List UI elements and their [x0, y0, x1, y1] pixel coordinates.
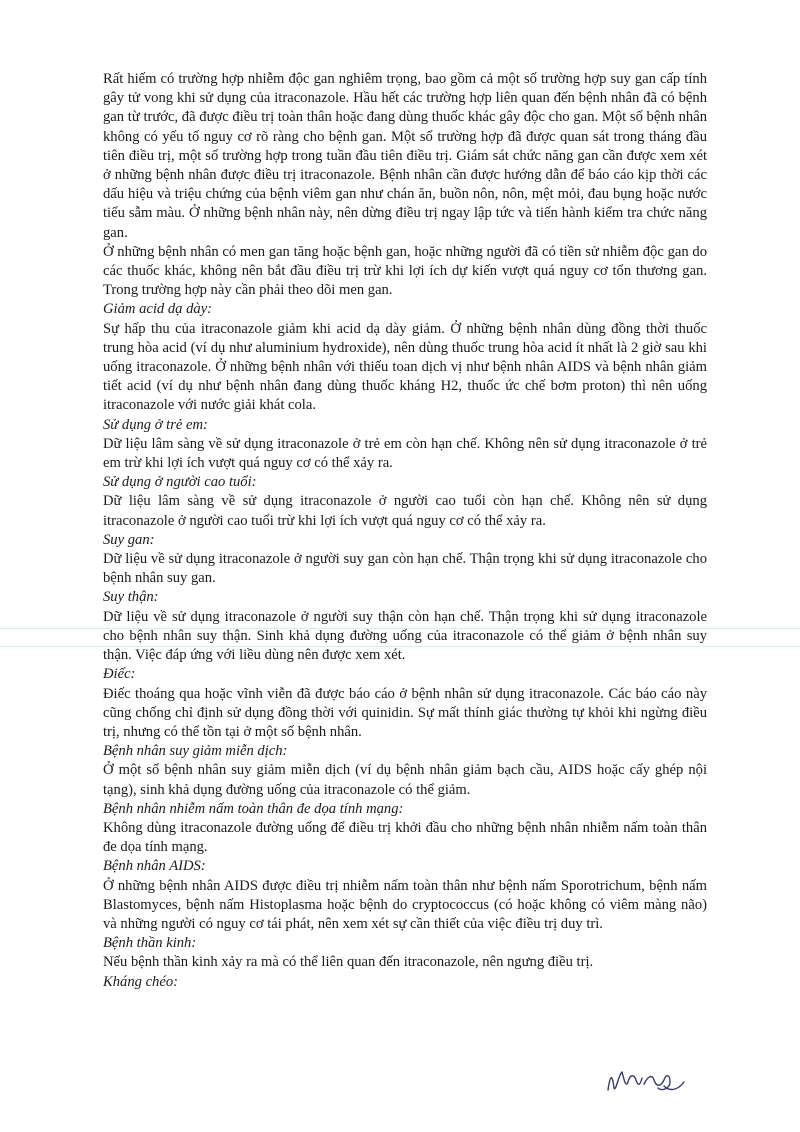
- paragraph-aids: Ở những bệnh nhân AIDS được điều trị nhiễm nấm toàn thân như bệnh nấm Sporotrichum, bệnh nấm Blastomyces, bệnh nấm Histoplasma hoặc bệnh do cryptococcus (có hoặc không có viêm màng não) và những người có nguy cơ tái phát, nên xem xét sự cần thiết của việc điều trị duy trì.: [103, 877, 707, 932]
- paragraph-liver-enzymes: Ở những bệnh nhân có men gan tăng hoặc bệnh gan, hoặc những người đã có tiền sử nhiễm độc gan do các thuốc khác, không nên bắt đầu điều trị trừ khi lợi ích dự kiến vượt quá nguy cơ tổn thương gan. Trong trường hợp này cần phải theo dõi men gan.: [103, 243, 707, 299]
- heading-immunocompromised: Bệnh nhân suy giảm miễn dịch:: [103, 743, 288, 760]
- heading-neuropathy: Bệnh thần kinh:: [103, 935, 197, 952]
- paragraph-immunocompromised: Ở một số bệnh nhân suy giảm miễn dịch (ví dụ bệnh nhân giảm bạch cầu, AIDS hoặc cấy ghép nội tạng), sinh khả dụng đường uống của itraconazole có thể giảm.: [103, 762, 707, 798]
- heading-renal-impairment: Suy thận:: [103, 589, 159, 606]
- heading-aids: Bệnh nhân AIDS:: [103, 858, 206, 875]
- paragraph-hearing-loss: Điếc thoáng qua hoặc vĩnh viễn đã được báo cáo ở bệnh nhân sử dụng itraconazole. Các báo cáo này cũng chống chỉ định sử dụng đồng thời với quinidin. Sự mất thính giác thường tự khỏi khi ngừng điều trị, nhưng có thể tồn tại ở một số bệnh nhân.: [103, 685, 707, 740]
- paragraph-hepatotoxicity: Rất hiếm có trường hợp nhiễm độc gan nghiêm trọng, bao gồm cả một số trường hợp suy gan cấp tính gây tử vong khi sử dụng của itraconazole. Hầu hết các trường hợp liên quan đến bệnh nhân đã có bệnh gan từ trước, đã được điều trị toàn thân hoặc đang dùng thuốc khác gây độc cho gan. Một số bệnh nhân không có yếu tố nguy cơ rõ ràng cho bệnh gan. Một số trường hợp đã được quan sát trong tháng đầu tiên điều trị, một số trường hợp trong tuần đầu tiên điều trị. Giám sát chức năng gan cần được xem xét ở những bệnh nhân được điều trị itraconazole. Bệnh nhân cần được hướng dẫn để báo cáo kịp thời các dấu hiệu và triệu chứng của bệnh viêm gan như chán ăn, buồn nôn, nôn, mệt mỏi, đau bụng hoặc nước tiểu sẫm màu. Ở những bệnh nhân này, nên dừng điều trị ngay lập tức và tiến hành kiểm tra chức năng gan.: [103, 71, 707, 241]
- heading-gastric-acid: Giảm acid dạ dày:: [103, 301, 213, 318]
- paragraph-renal-impairment: Dữ liệu về sử dụng itraconazole ở người suy thận còn hạn chế. Thận trọng khi sử dụng itraconazole cho bệnh nhân suy thận. Sinh khả dụng đường uống của itraconazole có thể giảm ở bệnh nhân suy thận. Việc đáp ứng với liều dùng nên được xem xét.: [103, 608, 707, 664]
- heading-hepatic-impairment: Suy gan:: [103, 531, 155, 548]
- paragraph-systemic-fungal: Không dùng itraconazole đường uống để điều trị khởi đầu cho những bệnh nhân nhiễm nấm toàn thân đe dọa tính mạng.: [103, 819, 707, 856]
- paragraph-neuropathy: Nếu bệnh thần kinh xảy ra mà có thể liên quan đến itraconazole, nên ngưng điều trị.: [103, 954, 594, 971]
- paragraph-children: Dữ liệu lâm sàng về sử dụng itraconazole ở trẻ em còn hạn chế. Không nên sử dụng itraconazole ở trẻ em trừ khi lợi ích vượt quá nguy cơ có thể xảy ra.: [103, 435, 707, 472]
- paragraph-elderly: Dữ liệu lâm sàng về sử dụng itraconazole ở người cao tuổi còn hạn chế. Không nên sử dụng itraconazole ở người cao tuổi trừ khi lợi ích vượt quá nguy cơ có thể xảy ra.: [103, 493, 707, 529]
- paragraph-gastric-acid: Sự hấp thu của itraconazole giảm khi acid dạ dày giảm. Ở những bệnh nhân dùng đồng thời thuốc trung hòa acid (ví dụ như aluminium hydroxide), nên dùng thuốc trung hòa acid ít nhất là 2 giờ sau khi uống itraconazole. Ở những bệnh nhân với thiếu toan dịch vị như bệnh nhân AIDS và bệnh nhân giảm tiết acid (ví dụ như bệnh nhân đang dùng thuốc kháng H2, thuốc ức chế bơm proton) thì nên uống itraconazole với nước giải khát cola.: [103, 320, 707, 414]
- heading-hearing-loss: Điếc:: [103, 666, 136, 683]
- heading-elderly: Sử dụng ở người cao tuổi:: [103, 474, 257, 491]
- heading-children: Sử dụng ở trẻ em:: [103, 416, 208, 433]
- heading-cross-resistance: Kháng chéo:: [103, 973, 178, 990]
- heading-systemic-fungal: Bệnh nhân nhiễm nấm toàn thân đe dọa tính mạng:: [103, 800, 404, 817]
- document-page: [103, 70, 707, 992]
- paragraph-hepatic-impairment: Dữ liệu về sử dụng itraconazole ở người suy gan còn hạn chế. Thận trọng khi sử dụng itraconazole cho bệnh nhân suy gan.: [103, 551, 707, 587]
- handwritten-signature: [600, 1062, 690, 1102]
